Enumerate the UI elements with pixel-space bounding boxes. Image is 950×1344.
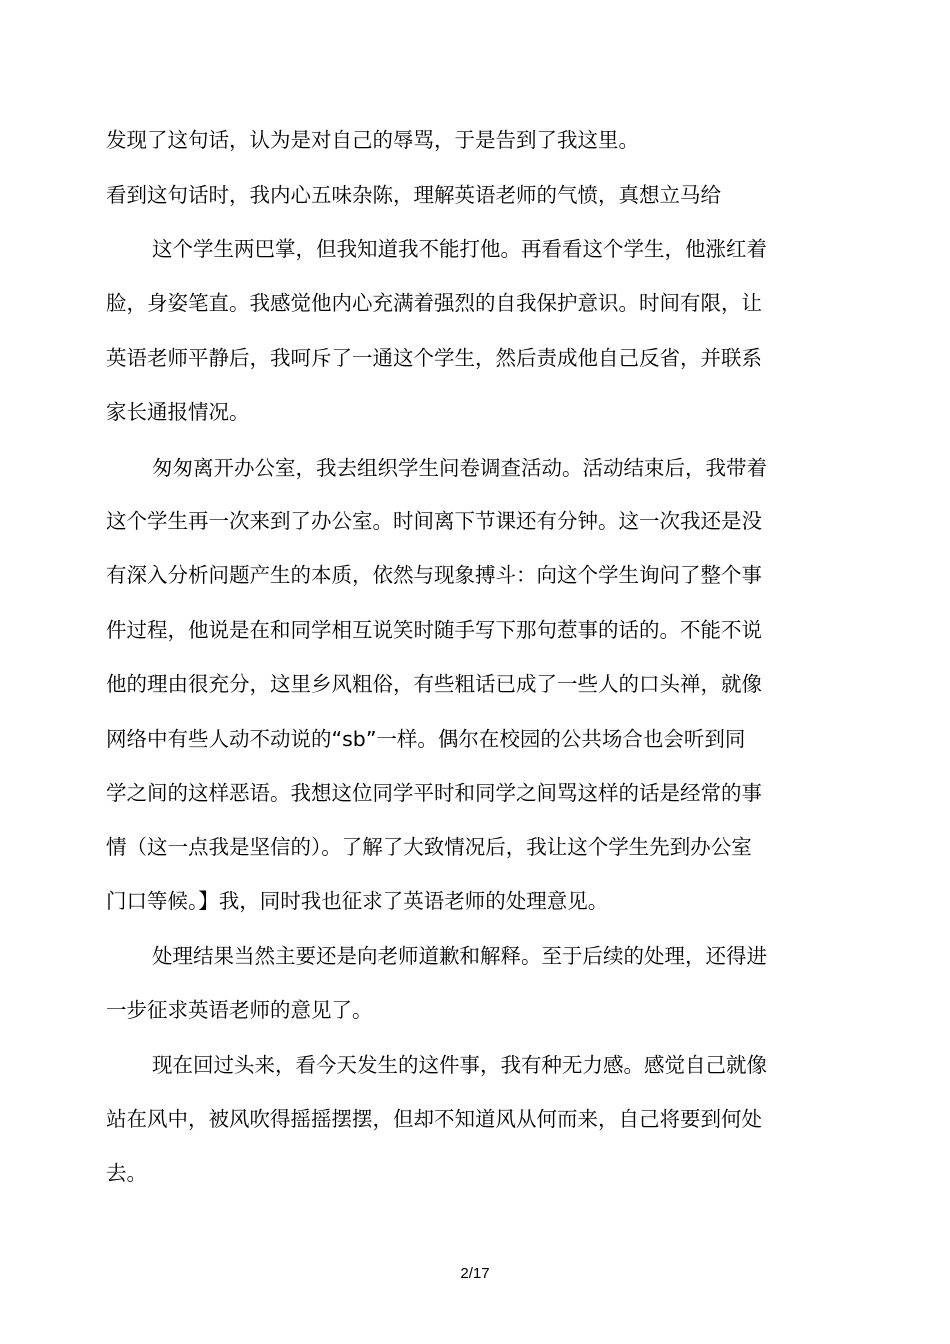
text-line: 一步征求英语老师的意见了。 [106, 998, 373, 1022]
text-line: 发现了这句话，认为是对自己的辱骂，于是告到了我这里。 [106, 128, 639, 152]
text-line: 这个学生两巴掌，但我知道我不能打他。再看看这个学生，他涨红着 [152, 237, 767, 261]
text-line: 站在风中，被风吹得摇摇摆摆，但却不知道风从何而来，自己将要到何处 [106, 1107, 762, 1131]
text-line: 这个学生再一次来到了办公室。时间离下节课还有分钟。这一次我还是没 [106, 509, 762, 533]
text-line: 脸，身姿笔直。我感觉他内心充满着强烈的自我保护意识。时间有限，让 [106, 291, 762, 315]
text-line: 件过程，他说是在和同学相互说笑时随手写下那句惹事的话的。不能不说 [106, 618, 762, 642]
text-line: 门口等候。】我，同时我也征求了英语老师的处理意见。 [106, 889, 609, 913]
text-line: 现在回过头来，看今天发生的这件事，我有种无力感。感觉自己就像 [152, 1053, 767, 1077]
text-line: 匆匆离开办公室，我去组织学生问卷调查活动。活动结束后，我带着 [152, 456, 767, 480]
text-line: 情（这一点我是坚信的）。了解了大致情况后，我让这个学生先到办公室 [106, 835, 752, 859]
text-line: 学之间的这样恶语。我想这位同学平时和同学之间骂这样的话是经常的事 [106, 781, 762, 805]
text-line: 看到这句话时，我内心五味杂陈，理解英语老师的气愤，真想立马给 [106, 183, 721, 207]
text-line: 有深入分析问题产生的本质，依然与现象搏斗：向这个学生询问了整个事 [106, 563, 762, 587]
text-line: 去。 [106, 1161, 147, 1185]
text-line: 家长通报情况。 [106, 400, 250, 424]
text-line: 网络中有些人动不动说的“sb”一样。偶尔在校园的公共场合也会听到同 [106, 727, 746, 751]
text-line: 英语老师平静后，我呵斥了一通这个学生，然后责成他自己反省，并联系 [106, 346, 762, 370]
text-line: 他的理由很充分，这里乡风粗俗，有些粗话已成了一些人的口头禅，就像 [106, 672, 762, 696]
text-line: 处理结果当然主要还是向老师道歉和解释。至于后续的处理，还得进 [152, 944, 767, 968]
page-number: 2/17 [460, 1265, 490, 1282]
